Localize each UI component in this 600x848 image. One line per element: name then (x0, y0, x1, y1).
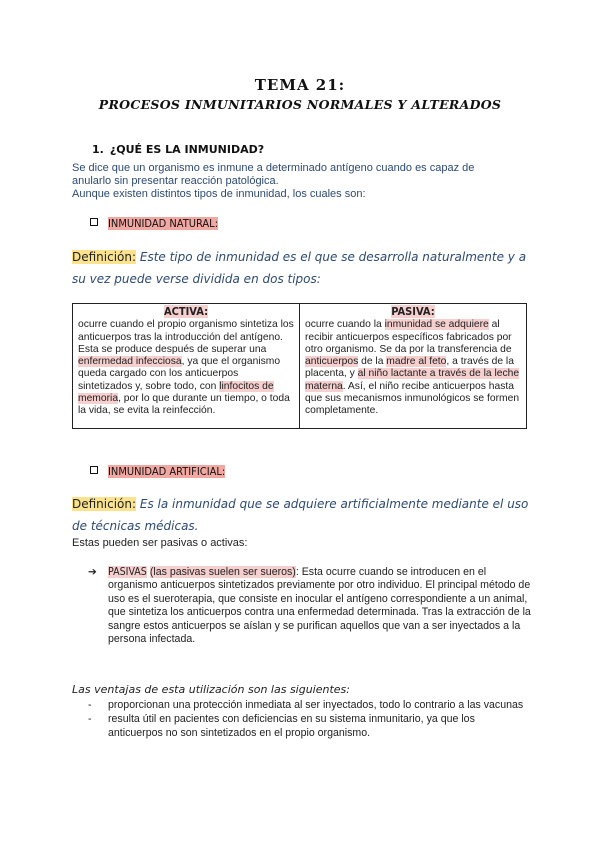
activa-title: ACTIVA: (163, 305, 209, 318)
list-item-text: resulta útil en pacientes con deficiencias en su sistema inmunitario, ya que los anticuerpos no son sintetizados en el propio organismo. (108, 713, 475, 739)
natural-def-line-2: su vez puede verse dividida en dos tipos: (72, 272, 321, 286)
intro-line-2: anularlo sin presentar reacción patológica. (72, 175, 279, 187)
pasivas-note: (las pasivas suelen ser sueros) (149, 566, 296, 578)
artificial-def-line-2: de técnicas médicas. (72, 519, 199, 533)
page-title: TEMA 21: (254, 76, 346, 94)
definition-label: Definición: (72, 497, 137, 511)
artificial-def-line-1: Es la inmunidad que se adquiere artificialmente mediante el uso (136, 497, 529, 511)
pasiva-text-1: ocurre cuando la (305, 319, 385, 331)
section-heading (92, 143, 264, 156)
section-title: ¿QUÉ ES LA INMUNIDAD? (109, 143, 265, 156)
checkbox-bullet-icon (90, 218, 98, 226)
page-subtitle: PROCESOS INMUNITARIOS NORMALES Y ALTERADOS (98, 97, 502, 112)
natural-definition (72, 246, 526, 290)
immunity-comparison-table (72, 303, 527, 429)
pasivas-label: PASIVAS (108, 566, 147, 578)
pasiva-text-4: , a través de la placenta, y (305, 356, 514, 380)
pasiva-highlight-1: inmunidad se adquiere (384, 319, 489, 331)
intro-line-1: Se dice que un organismo es inmune a determinado antígeno cuando es capaz de (72, 162, 475, 174)
pasiva-text-2: al recibir anticuerpos específicos fabricados por otro organismo. Se da por la transferencia de (305, 319, 512, 355)
list-item-text: proporcionan una protección inmediata al ser inyectados, todo lo contrario a las vacunas (108, 699, 524, 711)
list-item (88, 713, 528, 740)
activa-text-3: , por lo que durante un tiempo, o toda la vida, se evita la reinfección. (78, 393, 290, 417)
activa-highlight-2: linfocitos de memoria (78, 380, 274, 405)
section-number: 1. (92, 143, 104, 156)
ventajas-intro: Las ventajas de esta utilización son las siguientes: (72, 683, 350, 696)
artificial-types-text: Estas pueden ser pasivas o activas: (72, 537, 248, 549)
artificial-definition (72, 493, 528, 537)
ventajas-list (88, 699, 528, 741)
activa-highlight-1: enfermedad infecciosa (78, 356, 182, 368)
pasiva-text-3: de la (358, 356, 387, 368)
natural-heading (90, 217, 218, 230)
pasiva-highlight-2: anticuerpos (305, 356, 359, 368)
activa-text-2: , ya que el organismo queda cargado con los anticuerpos sintetizados y, sobre todo, con (78, 356, 281, 392)
artificial-heading (90, 465, 225, 478)
pasiva-text-5: . Así, el niño recibe anticuerpos hasta que sus mecanismos inmunológicos se formen completamente. (305, 380, 520, 417)
dash-bullet: - (88, 713, 92, 726)
pasivas-item (88, 566, 533, 646)
activa-cell (73, 304, 300, 429)
natural-heading-label: INMUNIDAD NATURAL: (108, 217, 219, 230)
artificial-heading-label: INMUNIDAD ARTIFICIAL: (108, 465, 226, 478)
pasiva-title: PASIVA: (391, 305, 435, 318)
natural-def-line-1: Este tipo de inmunidad es el que se desarrolla naturalmente y a (136, 250, 527, 264)
pasiva-cell (300, 304, 527, 429)
pasivas-text: : Esta ocurre cuando se introducen en el organismo anticuerpos sintetizados previamente por otro individuo. El principal método de uso es el sueroterapia, que consiste en inocular el antígeno correspondiente a un animal, que sintetiza los anticuerpos contra una enfermedad determinada. Tras la extracción de la sangre estos anticuerpos se aíslan y se purifican aquellos que van a ser inyectados a la persona infectada. (108, 566, 531, 646)
dash-bullet: - (88, 699, 92, 711)
activa-text-1: ocurre cuando el propio organismo sintetiza los anticuerpos tras la introducción del antígeno. Esta se produce después de superar una (78, 319, 294, 355)
intro-line-3: Aunque existen distintos tipos de inmunidad, los cuales son: (72, 188, 366, 200)
definition-label: Definición: (72, 250, 137, 264)
arrow-right-icon: ➔ (88, 566, 97, 578)
pasiva-highlight-4: al niño lactante a través de la leche materna (305, 368, 520, 392)
checkbox-bullet-icon (90, 466, 98, 474)
pasiva-highlight-3: madre al feto (386, 356, 447, 368)
list-item (88, 699, 528, 712)
